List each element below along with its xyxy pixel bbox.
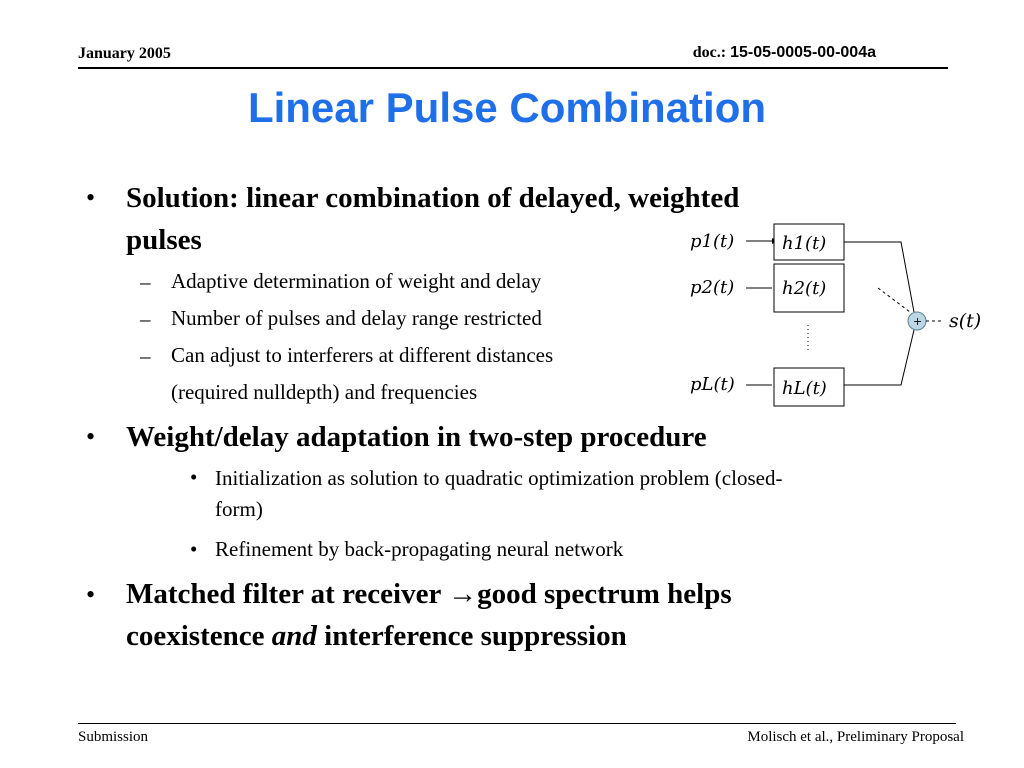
header-doc-id bbox=[693, 44, 876, 62]
bullet-2-sub-2: Refinement by back-propagating neural network bbox=[215, 537, 624, 561]
doc-number: 15-05-0005-00-004a bbox=[730, 44, 876, 61]
bullet-3-line-2 bbox=[126, 615, 627, 657]
arrow-symbol: → bbox=[448, 578, 478, 610]
bullet-3-text-a: Matched filter at receiver bbox=[126, 578, 449, 610]
filter-bank-diagram bbox=[686, 220, 996, 410]
path-to-sum-1 bbox=[844, 242, 914, 312]
bullet-3-text-d: interference suppression bbox=[316, 620, 627, 652]
input-label-2: p2(t) bbox=[690, 277, 735, 298]
footer-rule bbox=[78, 723, 956, 724]
header-date: January 2005 bbox=[78, 45, 171, 62]
doc-label: doc.: bbox=[692, 44, 731, 61]
filter-label-1: h1(t) bbox=[782, 233, 827, 254]
path-to-sum-2 bbox=[878, 288, 910, 312]
bullet-dot: • bbox=[86, 422, 96, 451]
bullet-1-sub-3-line-2: (required nulldepth) and frequencies bbox=[171, 380, 478, 404]
bullet-3-emphasis: and bbox=[271, 620, 317, 652]
bullet-dot: • bbox=[86, 183, 96, 212]
bullet-1-sub-1: Adaptive determination of weight and delay bbox=[171, 269, 542, 293]
filter-label-2: h2(t) bbox=[782, 278, 827, 299]
dash-marker: – bbox=[140, 307, 151, 331]
input-label-3: pL(t) bbox=[690, 374, 735, 395]
header-rule bbox=[78, 67, 948, 69]
bullet-3-text-c: coexistence bbox=[126, 620, 272, 652]
sum-symbol: + bbox=[913, 315, 923, 328]
footer-left: Submission bbox=[78, 729, 149, 745]
input-label-1: p1(t) bbox=[690, 231, 735, 252]
bullet-dot: • bbox=[86, 580, 96, 609]
output-label: s(t) bbox=[949, 310, 982, 332]
bullet-dot-small: • bbox=[190, 537, 198, 561]
bullet-1-sub-3-line-1: Can adjust to interferers at different distances bbox=[171, 343, 554, 367]
bullet-3-text-b: good spectrum helps bbox=[477, 578, 732, 610]
bullet-1-line-2: pulses bbox=[126, 224, 202, 256]
path-to-sum-3 bbox=[844, 330, 914, 385]
slide-title: Linear Pulse Combination bbox=[247, 84, 767, 131]
dash-marker: – bbox=[140, 344, 151, 368]
bullet-1-sub-2: Number of pulses and delay range restricted bbox=[171, 306, 542, 330]
bullet-2-sub-1-line-2: form) bbox=[215, 497, 263, 521]
footer-right: Molisch et al., Preliminary Proposal bbox=[747, 729, 964, 745]
bullet-3-line-1 bbox=[126, 573, 732, 615]
bullet-2: Weight/delay adaptation in two-step procedure bbox=[126, 421, 707, 453]
filter-label-3: hL(t) bbox=[782, 378, 827, 399]
bullet-2-sub-1-line-1: Initialization as solution to quadratic optimization problem (closed- bbox=[215, 466, 783, 490]
dash-marker: – bbox=[140, 270, 151, 294]
bullet-1-line-1: Solution: linear combination of delayed, weighted bbox=[126, 182, 740, 214]
bullet-dot-small: • bbox=[190, 465, 198, 489]
